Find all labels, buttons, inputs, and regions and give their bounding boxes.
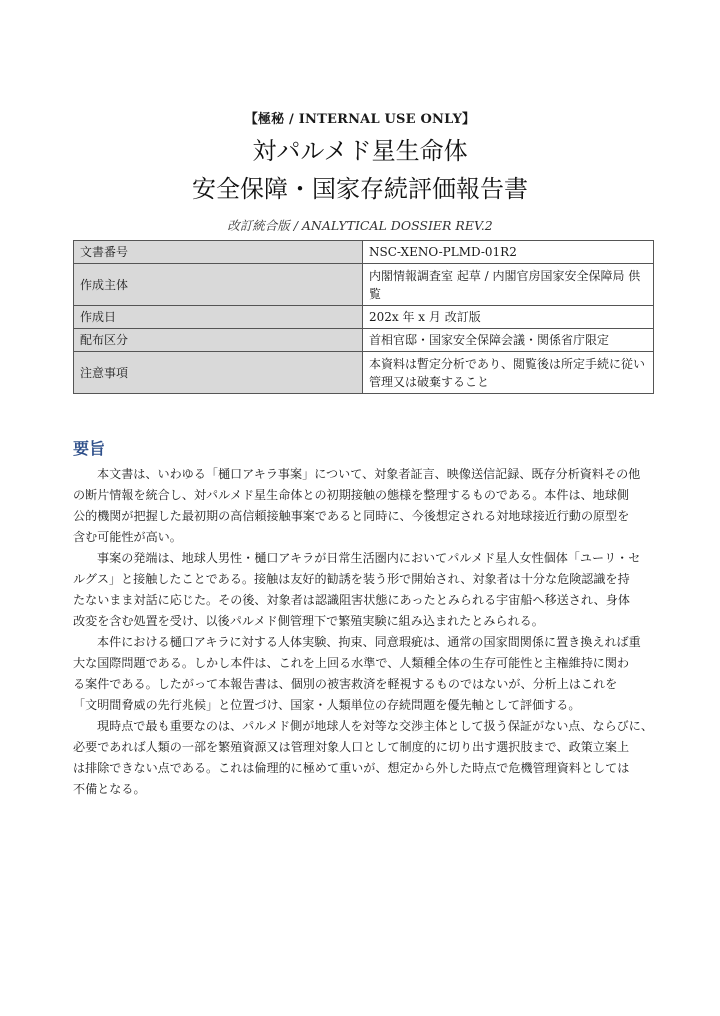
meta-label: 配布区分 [74,329,363,352]
text-line: 含む可能性が高い。 [73,530,182,544]
table-row [74,264,654,306]
text-line: 事案の発端は、地球人男性・樋口アキラが日常生活圏内においてパルメド星人女性個体「ユーリ・セ [97,551,641,565]
text-line: 必要であれば人類の一部を繁殖資源又は管理対象人口として制度的に切り出す選択肢まで、政策立案上 [73,740,630,754]
text-line: る案件である。したがって本報告書は、個別の被害救済を軽視するものではないが、分析上はこれを [73,677,618,691]
subtitle: 改訂統合版 / ANALYTICAL DOSSIER REV.2 [227,218,493,233]
meta-value: 本資料は暫定分析であり、閲覧後は所定手続に従い管理又は破棄すること [363,352,654,394]
text-line: ルグス」と接触したことである。接触は友好的勧誘を装う形で開始され、対象者は十分な危険認識を持 [73,572,630,586]
table-row [74,306,654,329]
text-line: 本文書は、いわゆる「樋口アキラ事案」について、対象者証言、映像送信記録、既存分析資料その他 [97,467,641,481]
text-line: 大な国際問題である。しかし本件は、これを上回る水準で、人類種全体の生存可能性と主権維持に関わ [73,656,630,670]
table-row [74,241,654,264]
table-row [74,329,654,352]
text-line: 本件における樋口アキラに対する人体実験、拘束、同意瑕疵は、通常の国家間関係に置き換えれば重 [97,635,641,649]
meta-label: 注意事項 [74,352,363,394]
text-line: 不備となる。 [73,782,146,796]
summary-paragraph [73,548,665,632]
meta-label: 文書番号 [74,241,363,264]
meta-value: 首相官邸・国家安全保障会議・関係省庁限定 [363,329,654,352]
summary-paragraph [73,464,665,548]
text-line: 改変を含む処置を受け、以後パルメド側管理下で繁殖実験に組み込まれたとみられる。 [73,614,544,628]
meta-value: NSC-XENO-PLMD-01R2 [363,241,654,264]
meta-value: 202x 年 x 月 改訂版 [363,306,654,329]
text-line: 「文明間脅威の先行兆候」と位置づけ、国家・人類単位の存続問題を優先軸として評価する。 [73,698,581,712]
table-row [74,352,654,394]
summary-paragraph [73,632,665,716]
section-heading-summary: 要旨 [73,439,106,458]
text-line: 現時点で最も重要なのは、パルメド側が地球人を対等な交渉主体として扱う保証がない点、ならびに、 [97,719,653,733]
classification-banner: 【極秘 / INTERNAL USE ONLY】 [244,112,476,127]
meta-label: 作成主体 [74,264,363,306]
text-line: たないまま対話に応じた。その後、対象者は認識阻害状態にあったとみられる宇宙船へ移送され、身体 [73,593,630,607]
text-line: 公的機関が把握した最初期の高信頼接触事案であると同時に、今後想定される対地球接近行動の原型を [73,509,630,523]
document-metadata-table [73,240,654,394]
title-line-2: 安全保障・国家存続評価報告書 [192,175,528,203]
meta-label: 作成日 [74,306,363,329]
summary-paragraph [73,716,665,800]
text-line: は排除できない点である。これは倫理的に極めて重いが、想定から外した時点で危機管理資料としては [73,761,630,775]
title-line-1: 対パルメド星生命体 [252,137,468,165]
summary-body [73,464,665,800]
meta-value: 内閣情報調査室 起草 / 内閣官房国家安全保障局 供覧 [363,264,654,306]
text-line: の断片情報を統合し、対パルメド星生命体との初期接触の態様を整理するものである。本件は、地球側 [73,488,629,502]
